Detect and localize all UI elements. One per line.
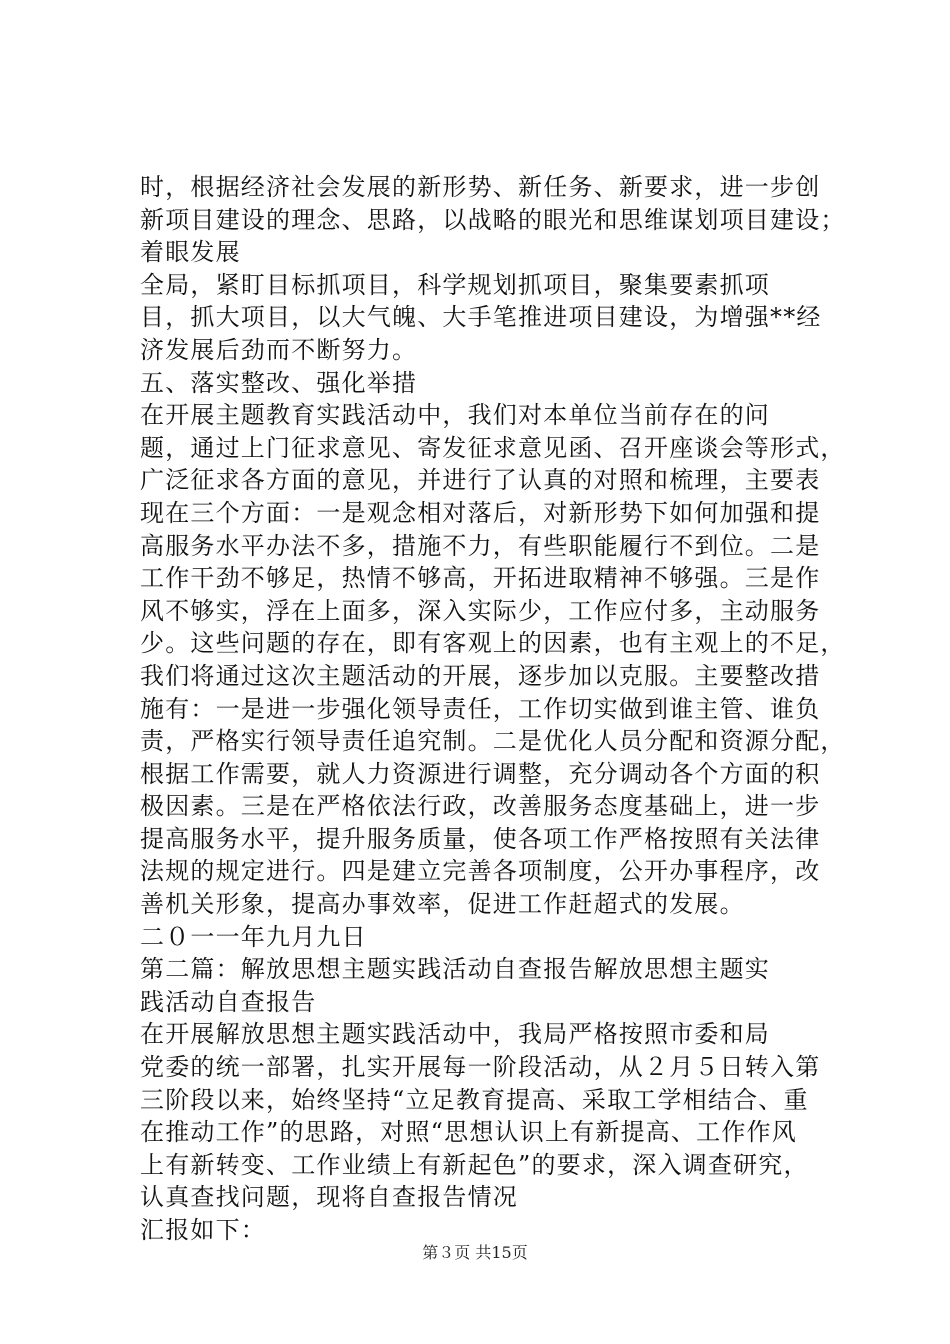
text-line: 在开展主题教育实践活动中，我们对本单位当前存在的问: [140, 401, 770, 430]
text-line: 法规的规定进行。四是建立完善各项制度，公开办事程序，改: [140, 857, 821, 886]
text-line: 在推动工作”的思路，对照“思想认识上有新提高、工作作风: [140, 1118, 797, 1147]
text-line: 责，严格实行领导责任追究制。二是优化人员分配和资源分配，: [140, 727, 846, 756]
paragraph: [140, 269, 835, 367]
text-line: 上有新转变、工作业绩上有新起色”的要求，深入调查研究，: [140, 1150, 809, 1179]
text-line: 题，通过上门征求意见、寄发征求意见函、召开座谈会等形式，: [140, 433, 846, 462]
text-line: 广泛征求各方面的意见，并进行了认真的对照和梳理，主要表: [140, 466, 821, 495]
text-line: 二０一一年九月九日: [140, 922, 367, 951]
text-line: 工作干劲不够足，热情不够高，开拓进取精神不够强。三是作: [140, 564, 821, 593]
text-line: 施有：一是进一步强化领导责任，工作切实做到谁主管、谁负: [140, 694, 821, 723]
text-line: 济发展后劲而不断努力。: [140, 335, 418, 364]
text-line: 时，根据经济社会发展的新形势、新任务、新要求，进一步创: [140, 173, 821, 201]
text-line: 现在三个方面：一是观念相对落后，对新形势下如何加强和提: [140, 498, 821, 527]
text-line: 三阶段以来，始终坚持“立足教育提高、采取工学相结合、重: [140, 1085, 809, 1114]
paragraph: [140, 921, 835, 954]
text-line: 第二篇：解放思想主题实践活动自查报告解放思想主题实: [140, 955, 770, 984]
paragraph: [140, 399, 846, 921]
paragraph: [140, 367, 835, 400]
text-line: 风不够实，浮在上面多，深入实际少，工作应付多，主动服务: [140, 596, 821, 625]
paragraph: [140, 1018, 835, 1214]
text-line: 在开展解放思想主题实践活动中，我局严格按照市委和局: [140, 1020, 770, 1049]
text-line: 我们将通过这次主题活动的开展，逐步加以克服。主要整改措: [140, 661, 821, 690]
text-line: 认真查找问题，现将自查报告情况: [140, 1183, 518, 1212]
text-line: 善机关形象，提高办事效率，促进工作赶超式的发展。: [140, 890, 745, 919]
text-line: 五、落实整改、强化举措: [140, 368, 418, 397]
text-line: 高服务水平办法不多，措施不力，有些职能履行不到位。二是: [140, 531, 821, 560]
text-line: 汇报如下：: [140, 1216, 266, 1244]
text-line: 提高服务水平，提升服务质量，使各项工作严格按照有关法律: [140, 824, 821, 853]
document-body: [140, 171, 846, 1247]
text-line: 根据工作需要，就人力资源进行调整，充分调动各个方面的积: [140, 759, 821, 788]
paragraph: [140, 171, 846, 269]
text-line: 目，抓大项目，以大气魄、大手笔推进项目建设，为增强**经: [140, 303, 822, 332]
text-line: 着眼发展: [140, 238, 241, 267]
text-line: 少。这些问题的存在，即有客观上的因素，也有主观上的不足，: [140, 629, 846, 658]
text-line: 全局，紧盯目标抓项目，科学规划抓项目，聚集要素抓项: [140, 270, 770, 299]
paragraph: [140, 953, 835, 1018]
text-line: 践活动自查报告: [140, 987, 317, 1016]
page-number-footer: 第３页 共15页: [422, 1243, 528, 1262]
text-line: 极因素。三是在严格依法行政，改善服务态度基础上，进一步: [140, 792, 821, 821]
text-line: 党委的统一部署，扎实开展每一阶段活动，从２月５日转入第: [140, 1053, 821, 1082]
text-line: 新项目建设的理念、思路，以战略的眼光和思维谋划项目建设；: [140, 205, 846, 234]
